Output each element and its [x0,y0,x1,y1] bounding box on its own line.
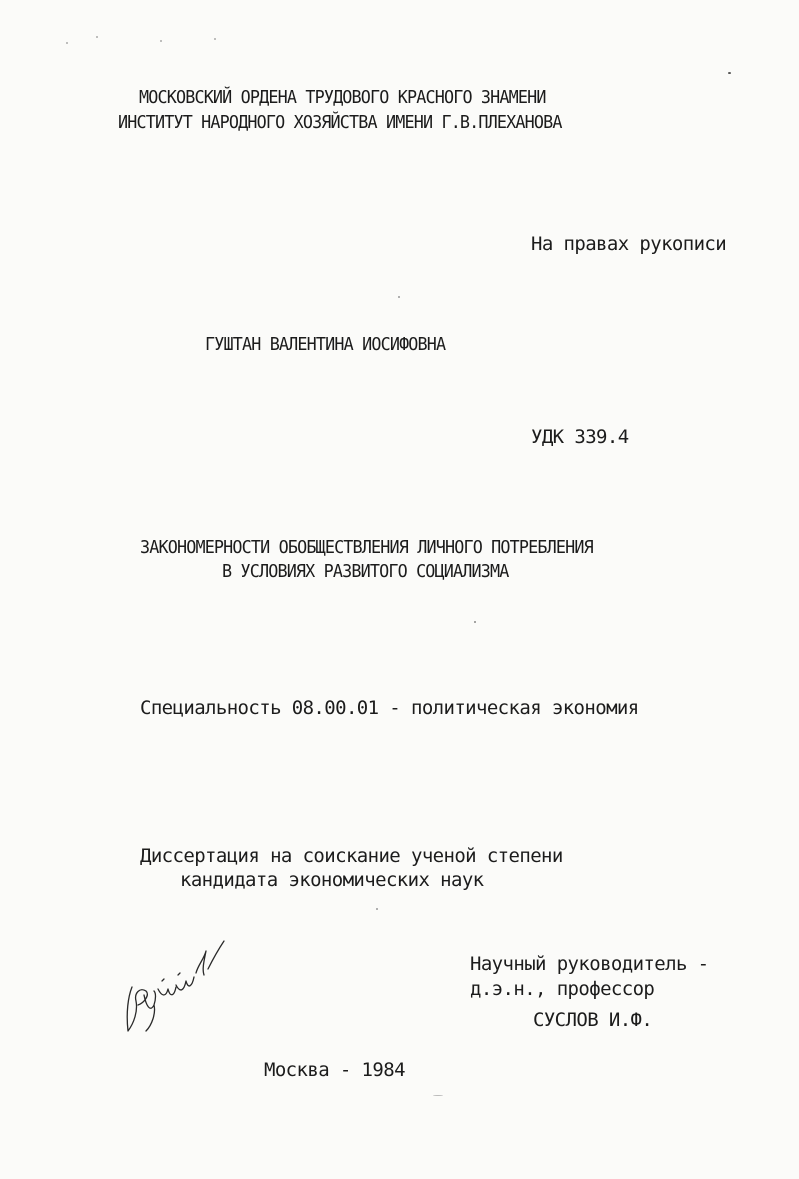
title-line-2: В УСЛОВИЯХ РАЗВИТОГО СОЦИАЛИЗМА [222,561,509,582]
institution-line-2: ИНСТИТУТ НАРОДНОГО ХОЗЯЙСТВА ИМЕНИ Г.В.ПЛЕХАНОВА [118,112,562,133]
paper-speck [96,36,98,38]
paper-speck [474,621,476,623]
degree-line-1: Диссертация на соискание ученой степени [140,845,563,867]
supervisor-name: СУСЛОВ И.Ф. [533,1009,653,1031]
author-name: ГУШТАН ВАЛЕНТИНА ИОСИФОВНА [205,334,446,355]
paper-speck [398,296,400,298]
place-year: Москва - 1984 [264,1059,405,1081]
manuscript-note: На правах рукописи [531,233,727,255]
udc-code: УДК 339.4 [531,426,629,448]
supervisor-degree: д.э.н., профессор [470,978,655,1000]
paper-speck [66,42,68,44]
paper-speck [728,72,731,74]
degree-line-2: кандидата экономических наук [180,869,484,891]
paper-speck [433,1095,443,1096]
handwritten-signature [118,935,228,1040]
paper-speck [160,40,162,42]
specialty: Специальность 08.00.01 - политическая экономия [140,697,639,719]
title-line-1: ЗАКОНОМЕРНОСТИ ОБОБЩЕСТВЛЕНИЯ ЛИЧНОГО ПОТРЕБЛЕНИЯ [140,537,593,558]
institution-line-1: МОСКОВСКИЙ ОРДЕНА ТРУДОВОГО КРАСНОГО ЗНАМЕНИ [139,87,546,108]
paper-speck [376,908,378,910]
supervisor-title: Научный руководитель - [470,953,709,975]
paper-speck [214,38,216,40]
